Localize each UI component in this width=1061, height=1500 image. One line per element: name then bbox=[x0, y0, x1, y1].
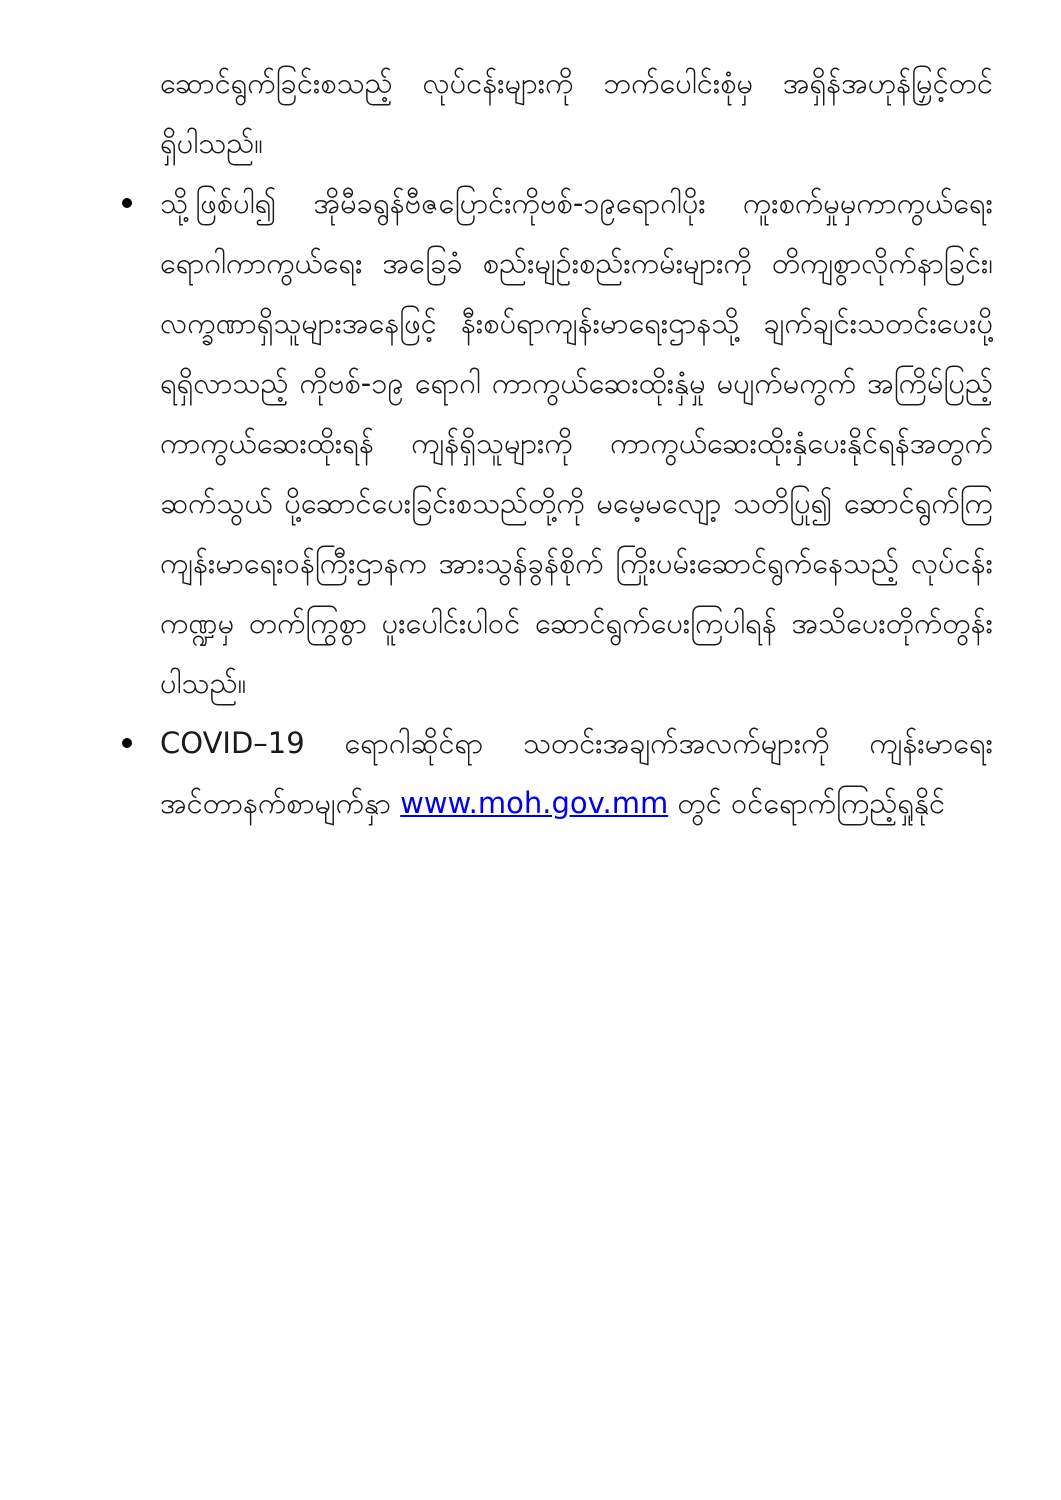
text-line: ကဏ္ဍမှ တက်ကြွစွာ ပူးပေါင်းပါဝင် ဆောင်ရွက်ပေးကြပါရန် အသိပေးတိုက်တွန်း bbox=[160, 606, 993, 640]
text-line-with-link bbox=[160, 773, 993, 833]
text-line: ရရှိလာသည့် ကိုဗစ်-၁၉ ရောဂါ ကာကွယ်ဆေးထိုးနှံမှု မပျက်မကွက် အကြိမ်ပြည့် bbox=[160, 366, 993, 400]
link-prefix-text: အင်တာနက်စာမျက်နှာ bbox=[160, 786, 401, 820]
bullet-item-1 bbox=[160, 173, 993, 713]
link-suffix-text: တွင် ဝင်ရောက်ကြည့်ရှုနိုင် bbox=[677, 786, 946, 820]
moh-website-link[interactable]: www.moh.gov.mm bbox=[400, 786, 669, 820]
text-line: ဆောင်ရွက်ခြင်းစသည့် လုပ်ငန်းများကို ဘက်ပေါင်းစုံမှ အရှိန်အဟုန်မြှင့်တင် bbox=[160, 66, 993, 100]
text-line: ဆက်သွယ် ပို့ဆောင်ပေးခြင်းစသည်တို့ကို မမေ့မလျော့ သတိပြု၍ ဆောင်ရွက်ကြ bbox=[160, 486, 993, 520]
text-line: ပါသည်။ bbox=[160, 666, 247, 700]
text-line: ရှိပါသည်။ bbox=[160, 126, 264, 160]
intro-paragraph bbox=[160, 53, 993, 173]
bullet-icon bbox=[122, 738, 132, 748]
bullet-icon bbox=[122, 198, 132, 208]
text-line: သို့ဖြစ်ပါ၍ အိုမီခရွန်ဗီဇပြောင်းကိုဗစ်-၁၉ရောဂါပိုး ကူးစက်မှုမှကာကွယ်ရေး bbox=[160, 186, 993, 220]
document-text-block bbox=[160, 53, 993, 833]
text-line: လက္ခဏာရှိသူများအနေဖြင့် နီးစပ်ရာကျန်းမာရေးဌာနသို့ ချက်ချင်းသတင်းပေးပို့ bbox=[160, 306, 993, 340]
text-line: ကျန်းမာရေးဝန်ကြီးဌာနက အားသွန်ခွန်စိုက် ကြိုးပမ်းဆောင်ရွက်နေသည့် လုပ်ငန်း bbox=[160, 546, 993, 580]
text-line: ရောဂါကာကွယ်ရေး အခြေခံ စည်းမျဉ်းစည်းကမ်းများကို တိကျစွာလိုက်နာခြင်း၊ bbox=[160, 246, 993, 280]
text-line: ကာကွယ်ဆေးထိုးရန် ကျန်ရှိသူများကို ကာကွယ်ဆေးထိုးနှံပေးနိုင်ရန်အတွက် bbox=[160, 426, 993, 460]
text-line: COVID–19 ရောဂါဆိုင်ရာ သတင်းအချက်အလက်များကို ကျန်းမာရေး bbox=[160, 726, 993, 760]
bullet-item-2 bbox=[160, 713, 993, 833]
